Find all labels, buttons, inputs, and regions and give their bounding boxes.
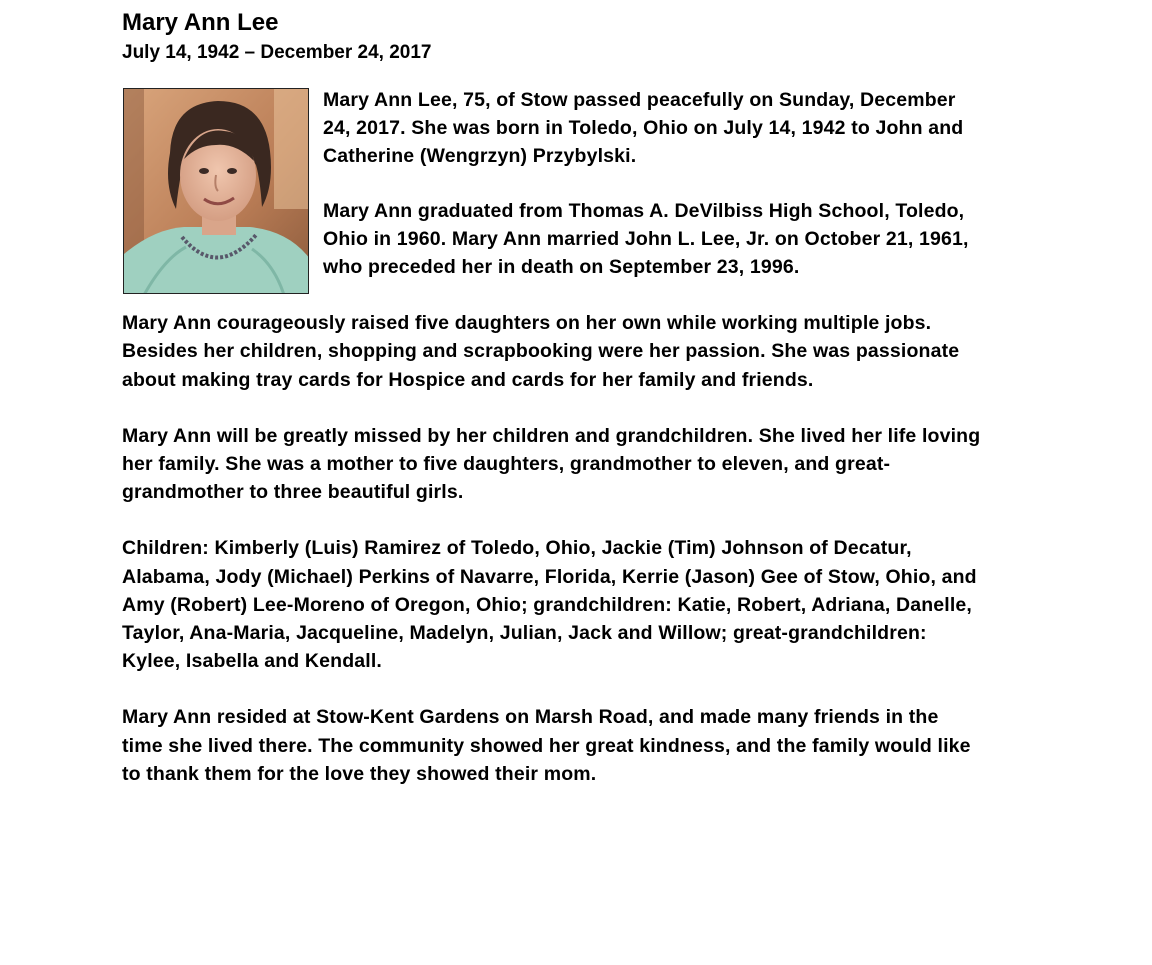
paragraph-family: Mary Ann will be greatly missed by her children and grandchildren. She lived her life loving her family. She was a mother to five daughters, grandmother to eleven, and great-grandmother to three beautiful girls.: [122, 424, 981, 504]
paragraph-education-marriage: Mary Ann graduated from Thomas A. DeVilbiss High School, Toledo, Ohio in 1960. Mary Ann married John L. Lee, Jr. on October 21, 1961, who preceded her in death on September 23, 1996.: [323, 199, 969, 279]
paragraph-survivors: Children: Kimberly (Luis) Ramirez of Toledo, Ohio, Jackie (Tim) Johnson of Decatur, Alabama, Jody (Michael) Perkins of Navarre, Florida, Kerrie (Jason) Gee of Stow, Ohio, and Amy (Robert) Lee-Moreno of Oregon, Ohio; grandchildren: Katie, Robert, Adriana, Danelle, Taylor, Ana-Maria, Jacqueline, Madelyn, Julian, Jack and Willow; great-grandchildren: Kylee, Isabella and Kendall.: [122, 537, 977, 673]
portrait-photo-icon: [123, 88, 309, 294]
obituary: [122, 8, 982, 816]
paragraph-residence: Mary Ann resided at Stow-Kent Gardens on Marsh Road, and made many friends in the time she lived there. The community showed her great kindness, and the family would like to thank them for the love they showed their mom.: [122, 706, 971, 785]
life-dates: July 14, 1942 – December 24, 2017: [122, 42, 432, 63]
paragraph-life: Mary Ann courageously raised five daughters on her own while working multiple jobs. Besides her children, shopping and scrapbooking were her passion. She was passionate about making tray cards for Hospice and cards for her family and friends.: [122, 312, 960, 391]
page-title: Mary Ann Lee: [122, 9, 279, 36]
paragraph-birth: Mary Ann Lee, 75, of Stow passed peacefully on Sunday, December 24, 2017. She was born in Toledo, Ohio on July 14, 1942 to John and Catherine (Wengrzyn) Przybylski.: [323, 89, 964, 168]
